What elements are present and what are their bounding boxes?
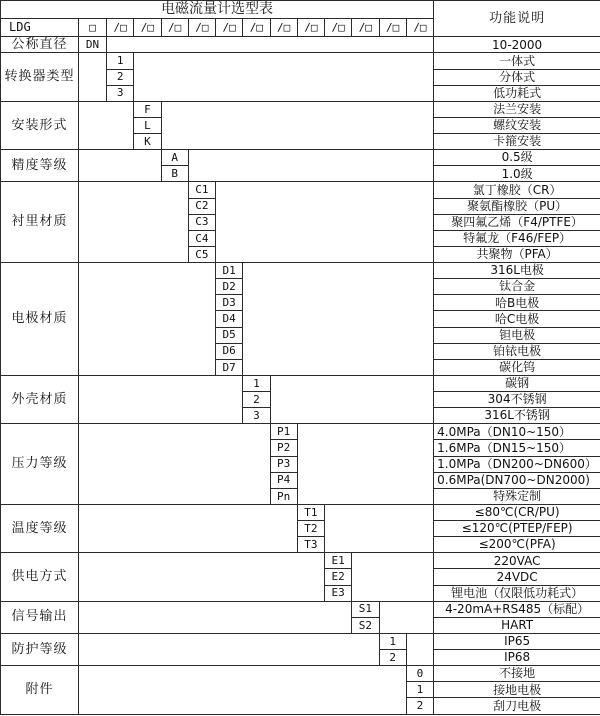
empty-cell	[134, 53, 434, 101]
description-cell-protection-rating: IP65	[434, 633, 600, 649]
description-cell-nominal-diameter: 10-2000	[434, 37, 600, 53]
code-cell-electrode-material: D4	[216, 311, 243, 327]
description-cell-electrode-material: 钛合金	[434, 279, 600, 295]
description-cell-accuracy-class: 1.0级	[434, 166, 600, 182]
description-cell-signal-output: HART	[434, 617, 600, 633]
empty-cell	[216, 182, 434, 263]
section-label-installation-type: 安装形式	[1, 101, 79, 149]
section-label-liner-material: 衬里材质	[1, 182, 79, 263]
description-cell-electrode-material: 316L电极	[434, 263, 600, 279]
description-cell-converter-type: 分体式	[434, 69, 600, 85]
code-cell-accuracy-class: B	[161, 166, 188, 182]
empty-cell	[188, 150, 433, 182]
code-cell-power-supply: E3	[325, 585, 352, 601]
description-cell-electrode-material: 钽电极	[434, 327, 600, 343]
empty-cell	[79, 666, 407, 715]
section-label-converter-type: 转换器类型	[1, 53, 79, 101]
code-cell-accuracy-class: A	[161, 150, 188, 166]
description-cell-electrode-material: 哈C电极	[434, 311, 600, 327]
description-cell-installation-type: 卡箍安装	[434, 134, 600, 150]
code-cell-electrode-material: D5	[216, 327, 243, 343]
description-cell-accessories: 刮刀电极	[434, 698, 600, 715]
code-cell-liner-material: C5	[188, 246, 215, 262]
section-label-signal-output: 信号输出	[1, 601, 79, 633]
model-code-box: /□	[406, 19, 433, 37]
description-cell-power-supply: 220VAC	[434, 553, 600, 569]
empty-cell	[79, 150, 162, 182]
model-code-box: /□	[297, 19, 324, 37]
code-cell-installation-type: F	[134, 101, 161, 117]
section-label-electrode-material: 电极材质	[1, 263, 79, 376]
description-cell-pressure-rating: 特殊定制	[434, 488, 600, 504]
section-label-protection-rating: 防护等级	[1, 633, 79, 665]
description-cell-protection-rating: IP68	[434, 650, 600, 666]
empty-cell	[79, 375, 243, 423]
description-cell-liner-material: 聚氨酯橡胶（PU）	[434, 198, 600, 214]
section-label-housing-material: 外壳材质	[1, 375, 79, 423]
model-code-box: /□	[270, 19, 297, 37]
description-cell-accessories: 接地电极	[434, 682, 600, 698]
description-cell-housing-material: 304不锈钢	[434, 392, 600, 408]
description-cell-liner-material: 聚四氟乙烯（F4/PTFE）	[434, 214, 600, 230]
model-code-box: /□	[325, 19, 352, 37]
code-cell-temperature-rating: T1	[297, 504, 324, 520]
description-cell-liner-material: 共聚物（PFA）	[434, 246, 600, 262]
code-cell-power-supply: E2	[325, 569, 352, 585]
code-cell-housing-material: 1	[243, 375, 270, 391]
empty-cell	[297, 424, 433, 505]
section-label-accuracy-class: 精度等级	[1, 150, 79, 182]
description-cell-electrode-material: 碳化钨	[434, 359, 600, 375]
code-cell-pressure-rating: Pn	[270, 488, 297, 504]
model-code-box: □	[79, 19, 107, 37]
code-cell-signal-output: S1	[352, 601, 379, 617]
empty-cell	[79, 601, 352, 633]
description-cell-pressure-rating: 1.0MPa（DN200~DN600）	[434, 456, 600, 472]
description-cell-converter-type: 低功耗式	[434, 85, 600, 101]
section-label-temperature-rating: 温度等级	[1, 504, 79, 552]
code-cell-installation-type: K	[134, 134, 161, 150]
empty-cell	[79, 553, 325, 601]
empty-cell	[79, 504, 298, 552]
description-cell-converter-type: 一体式	[434, 53, 600, 69]
section-label-power-supply: 供电方式	[1, 553, 79, 601]
model-code-box: /□	[134, 19, 161, 37]
empty-cell	[161, 101, 434, 149]
code-cell-electrode-material: D1	[216, 263, 243, 279]
code-cell-pressure-rating: P2	[270, 440, 297, 456]
description-cell-temperature-rating: ≤80℃(CR/PU)	[434, 504, 600, 520]
description-cell-installation-type: 法兰安装	[434, 101, 600, 117]
code-cell-liner-material: C4	[188, 230, 215, 246]
code-cell-liner-material: C1	[188, 182, 215, 198]
description-cell-pressure-rating: 1.6MPa（DN15~150）	[434, 440, 600, 456]
code-cell-pressure-rating: P1	[270, 424, 297, 440]
model-code-box: /□	[216, 19, 243, 37]
description-cell-installation-type: 螺纹安装	[434, 117, 600, 133]
code-cell-liner-material: C2	[188, 198, 215, 214]
code-cell-liner-material: C3	[188, 214, 215, 230]
empty-cell	[270, 375, 434, 423]
code-cell-converter-type: 1	[107, 53, 134, 69]
description-cell-power-supply: 锂电池（仅限低功耗式）	[434, 585, 600, 601]
code-cell-installation-type: L	[134, 117, 161, 133]
code-cell-electrode-material: D3	[216, 295, 243, 311]
empty-cell	[79, 53, 107, 101]
code-cell-electrode-material: D2	[216, 279, 243, 295]
description-cell-temperature-rating: ≤200℃(PFA)	[434, 537, 600, 553]
code-cell-housing-material: 2	[243, 392, 270, 408]
code-cell-signal-output: S2	[352, 617, 379, 633]
model-prefix: LDG	[1, 19, 79, 37]
code-cell-protection-rating: 1	[379, 633, 406, 649]
code-cell-accessories: 2	[406, 698, 433, 715]
description-cell-pressure-rating: 4.0MPa（DN10~150）	[434, 424, 600, 440]
empty-cell	[243, 263, 434, 376]
empty-cell	[79, 424, 271, 505]
empty-cell	[325, 504, 434, 552]
description-cell-pressure-rating: 0.6MPa(DN700~DN2000)	[434, 472, 600, 488]
code-cell-accessories: 0	[406, 666, 433, 682]
model-code-box: /□	[379, 19, 406, 37]
empty-cell	[79, 633, 380, 665]
model-code-box: /□	[161, 19, 188, 37]
empty-cell	[79, 182, 189, 263]
empty-cell	[379, 601, 434, 633]
description-cell-accuracy-class: 0.5级	[434, 150, 600, 166]
description-cell-housing-material: 316L不锈钢	[434, 408, 600, 424]
code-cell-temperature-rating: T2	[297, 521, 324, 537]
description-cell-housing-material: 碳钢	[434, 375, 600, 391]
code-cell-protection-rating: 2	[379, 650, 406, 666]
code-cell-power-supply: E1	[325, 553, 352, 569]
code-cell-pressure-rating: P4	[270, 472, 297, 488]
empty-cell	[79, 101, 134, 149]
model-code-box: /□	[352, 19, 379, 37]
section-label-nominal-diameter: 公称直径	[1, 37, 79, 53]
empty-cell	[352, 553, 434, 601]
code-cell-housing-material: 3	[243, 408, 270, 424]
description-cell-signal-output: 4-20mA+RS485（标配）	[434, 601, 600, 617]
code-cell-converter-type: 2	[107, 69, 134, 85]
function-column-header: 功能说明	[434, 1, 600, 37]
empty-cell	[107, 37, 434, 53]
description-cell-electrode-material: 哈B电极	[434, 295, 600, 311]
model-code-box: /□	[243, 19, 270, 37]
description-cell-temperature-rating: ≤120℃(PTEP/FEP)	[434, 521, 600, 537]
empty-cell	[406, 633, 433, 665]
code-cell-accessories: 1	[406, 682, 433, 698]
code-cell-converter-type: 3	[107, 85, 134, 101]
table-title: 电磁流量计选型表	[1, 1, 434, 19]
description-cell-liner-material: 特氟龙（F46/FEP）	[434, 230, 600, 246]
model-code-box: /□	[188, 19, 215, 37]
empty-cell	[79, 263, 216, 376]
code-cell-temperature-rating: T3	[297, 537, 324, 553]
code-cell-electrode-material: D6	[216, 343, 243, 359]
description-cell-power-supply: 24VDC	[434, 569, 600, 585]
dn-code-cell: DN	[79, 37, 107, 53]
code-cell-pressure-rating: P3	[270, 456, 297, 472]
section-label-pressure-rating: 压力等级	[1, 424, 79, 505]
description-cell-accessories: 不接地	[434, 666, 600, 682]
description-cell-electrode-material: 铂铱电极	[434, 343, 600, 359]
section-label-accessories: 附件	[1, 666, 79, 715]
description-cell-liner-material: 氯丁橡胶（CR）	[434, 182, 600, 198]
code-cell-electrode-material: D7	[216, 359, 243, 375]
model-code-box: /□	[107, 19, 134, 37]
